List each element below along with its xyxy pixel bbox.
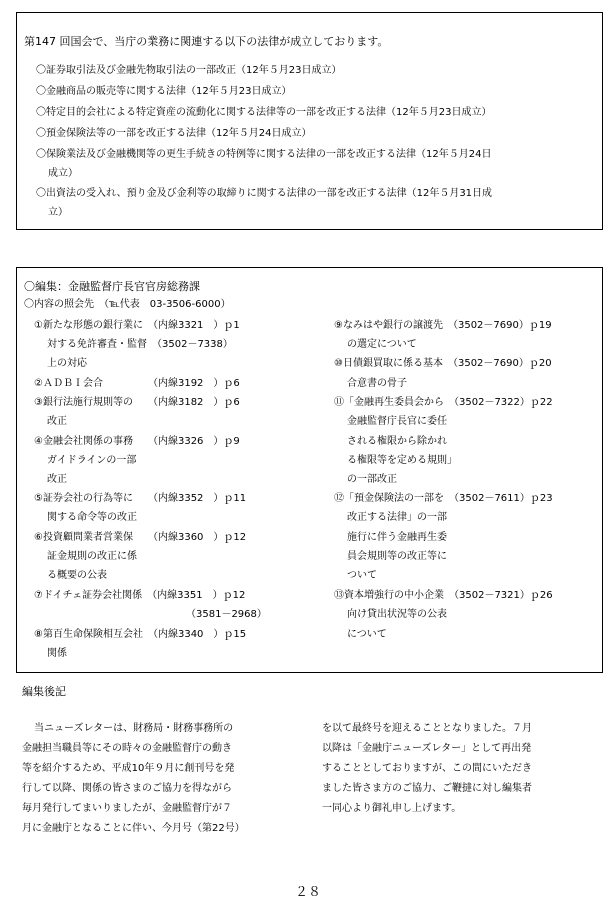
law-item-3: 〇特定目的会社による特定資産の流動化に関する法律等の一部を改正する法律（12年５月23日成立） (36, 107, 492, 118)
law-item-5: 〇保険業法及び金融機関等の更生手続きの特例等に関する法律の一部を改正する法律（12年５月24日 (36, 149, 492, 160)
toc-left-line: ⑧第百生命保険相互会社 （内線3340 ）ｐ15 (34, 629, 247, 640)
law-item-5-cont: 成立） (48, 168, 78, 179)
toc-right-line: ⑨なみはや銀行の譲渡先 （3502－7690）ｐ19 (334, 320, 552, 331)
toc-left-line: 改正 (47, 474, 67, 485)
toc-left-line: ③銀行法施行規則等の （内線3182 ）ｐ6 (34, 397, 240, 408)
toc-left-line: ②ＡＤＢＩ会合 （内線3192 ）ｐ6 (34, 378, 240, 389)
laws-intro: 第147 回国会で、当庁の業務に関連する以下の法律が成立しております。 (24, 35, 389, 48)
postscript-right-line: 一同心より御礼申し上げます。 (322, 803, 462, 814)
toc-right-line: について (347, 629, 387, 640)
toc-left-line: 対する免許審査・監督 （3502－7338） (47, 339, 233, 350)
toc-right-line: ⑫「預金保険法の一部を （3502－7611）ｐ23 (334, 493, 553, 504)
toc-right-line: ⑪「金融再生委員会から （3502－7322）ｐ22 (334, 397, 553, 408)
postscript-left-line: 行して以降、関係の皆さまのご協力を得ながら (22, 783, 232, 794)
postscript-left-line: 当ニューズレターは、財務局・財務事務所の (34, 723, 234, 734)
postscript-right-line: 以降は「金融庁ニューズレター」として再出発 (322, 743, 532, 754)
toc-right-line: される権限から除かれ (347, 436, 447, 447)
page-number: ２８ (295, 885, 322, 900)
toc-left-line: ⑥投資顧問業者営業保 （内線3360 ）ｐ12 (34, 532, 247, 543)
toc-left-line: ⑤証券会社の行為等に （内線3352 ）ｐ11 (34, 493, 247, 504)
postscript-left-line: 金融担当職員等にその時々の金融監督庁の動き (22, 743, 232, 754)
toc-left-line: 関する命令等の改正 (47, 512, 137, 523)
law-item-4: 〇預金保険法等の一部を改正する法律（12年５月24日成立） (36, 128, 312, 139)
contact-line: 〇内容の照会先 （℡代表 03-3506-6000） (24, 299, 231, 310)
law-item-2: 〇金融商品の販売等に関する法律（12年５月23日成立） (36, 86, 292, 97)
toc-right-line: 合意書の骨子 (347, 378, 407, 389)
toc-right-line: 員会規則等の改正等に (347, 551, 447, 562)
law-item-6-cont: 立） (48, 207, 68, 218)
toc-left-line: ガイドラインの一部 (47, 455, 137, 466)
law-item-6: 〇出資法の受入れ、預り金及び金利等の取締りに関する法律の一部を改正する法律（12年５月31日成 (36, 188, 493, 199)
toc-right-line: 金融監督庁長官に委任 (347, 416, 447, 427)
toc-right-line: の選定について (347, 339, 417, 350)
law-item-1: 〇証券取引法及び金融先物取引法の一部改正（12年５月23日成立） (36, 65, 342, 76)
toc-left-line: 上の対応 (47, 358, 87, 369)
editor-line: 〇編集：金融監督庁長官官房総務課 (24, 280, 200, 293)
postscript-left-line: 月に金融庁となることに伴い、今月号（第22号） (22, 823, 245, 834)
postscript-right-line: ました皆さま方のご協力、ご鞭撻に対し編集者 (322, 783, 532, 794)
postscript-right-line: することとしておりますが、この間にいただき (322, 763, 532, 774)
postscript-right-line: を以て最終号を迎えることとなりました。７月 (322, 723, 532, 734)
toc-right-line: 向け貸出状況等の公表 (347, 609, 447, 620)
toc-left-line: ④金融会社関係の事務 （内線3326 ）ｐ9 (34, 436, 240, 447)
postscript-heading: 編集後記 (22, 685, 66, 698)
toc-right-line: ⑬資本増強行の中小企業 （3502－7321）ｐ26 (334, 590, 553, 601)
toc-right-line: ついて (347, 570, 377, 581)
postscript-left-line: 毎月発行してまいりましたが、金融監督庁が７ (22, 803, 232, 814)
toc-left-line: ⑦ドイチェ証券会社関係 （内線3351 ）ｐ12 (34, 590, 246, 601)
toc-left-line: （3581－2968） (186, 609, 267, 620)
toc-left-line: 改正 (47, 416, 67, 427)
toc-left-line: 証金規則の改正に係 (47, 551, 137, 562)
toc-left-line: ①新たな形態の銀行業に （内線3321 ）ｐ1 (34, 320, 240, 331)
toc-left-line: る概要の公表 (47, 570, 107, 581)
toc-right-line: 施行に伴う金融再生委 (347, 532, 447, 543)
postscript-left-line: 等を紹介するため、平成10年９月に創刊号を発 (22, 763, 235, 774)
toc-right-line: 改正する法律」の一部 (347, 512, 447, 523)
toc-left-line: 関係 (47, 648, 67, 659)
toc-right-line: の一部改正 (347, 474, 397, 485)
toc-right-line: る権限等を定める規則」 (347, 455, 457, 466)
toc-right-line: ⑩日債銀買取に係る基本 （3502－7690）ｐ20 (334, 358, 552, 369)
